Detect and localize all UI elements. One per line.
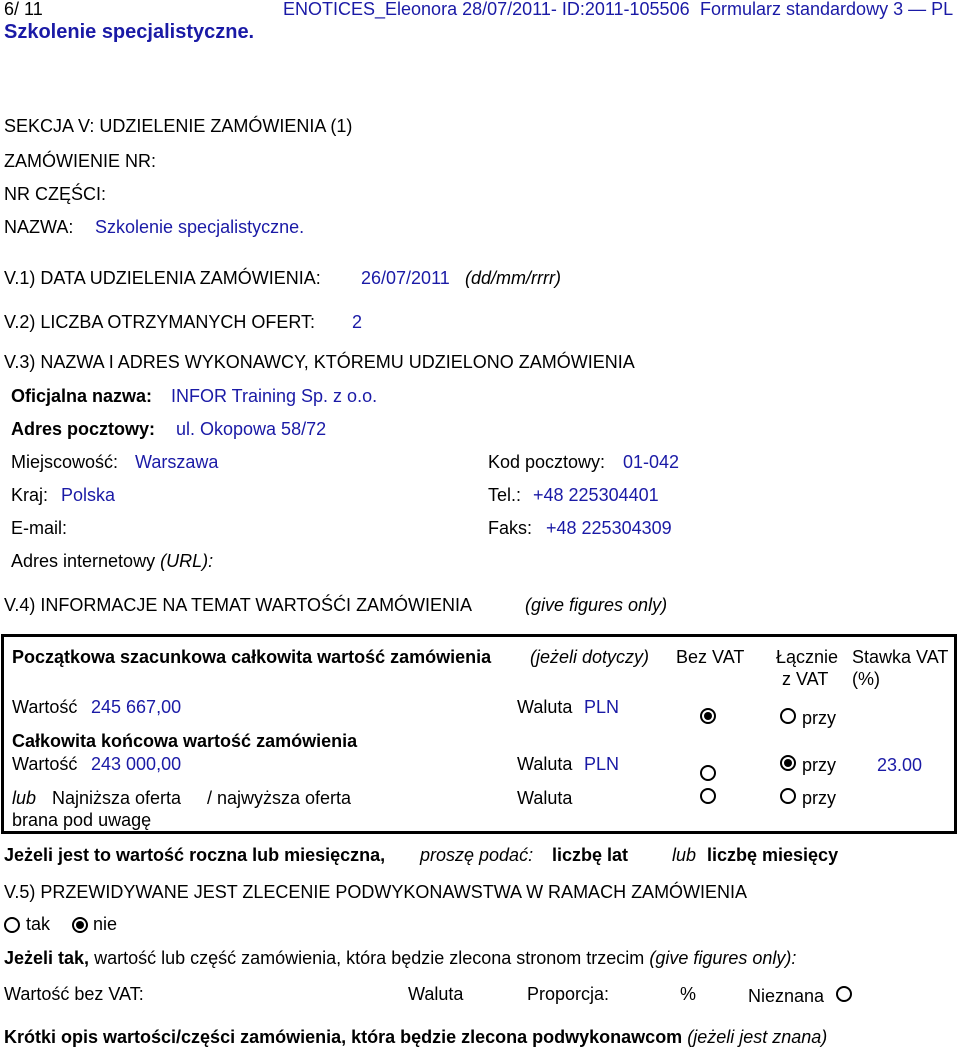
initial-value-label-short: Wartość bbox=[12, 697, 78, 717]
tel: +48 225304401 bbox=[533, 485, 659, 505]
subcontract-no-radio[interactable] bbox=[72, 917, 88, 933]
final-value-label-short: Wartość bbox=[12, 754, 78, 774]
country: Polska bbox=[61, 485, 116, 505]
v3-label: V.3) NAZWA I ADRES WYKONAWCY, KTÓREMU UDZIELONO ZAMÓWIENIA bbox=[4, 352, 635, 372]
v1-label: V.1) DATA UDZIELENIA ZAMÓWIENIA: bbox=[4, 268, 321, 288]
if-yes-line bbox=[4, 948, 796, 969]
offer-incl-vat-radio[interactable] bbox=[780, 788, 796, 804]
if-yes-bold: Jeżeli tak, bbox=[4, 948, 90, 968]
col-incl-vat-1: Łącznie bbox=[776, 647, 839, 667]
subcontract-yes-radio[interactable] bbox=[4, 917, 20, 933]
initial-value-note: (jeżeli dotyczy) bbox=[530, 647, 650, 667]
annual-label: Jeżeli jest to wartość roczna lub miesięczna, bbox=[4, 845, 386, 865]
order-no-label: ZAMÓWIENIE NR: bbox=[4, 151, 156, 171]
page-number: 6/ 11 bbox=[4, 0, 43, 19]
final-value-label: Całkowita końcowa wartość zamówienia bbox=[12, 731, 358, 751]
name-label: NAZWA: bbox=[4, 217, 74, 237]
award-date: 26/07/2011 bbox=[361, 268, 450, 288]
short-desc-note: (jeżeli jest znana) bbox=[687, 1027, 828, 1047]
initial-value-label: Początkowa szacunkowa całkowita wartość zamówienia bbox=[12, 647, 492, 667]
subcontract-no-label: nie bbox=[93, 914, 118, 934]
name-value: Szkolenie specjalistyczne. bbox=[95, 217, 305, 237]
if-yes-note: (give figures only): bbox=[649, 948, 797, 968]
final-currency: PLN bbox=[584, 754, 620, 774]
email-label: E-mail: bbox=[11, 518, 68, 538]
taken-into-account: brana pod uwagę bbox=[12, 810, 152, 830]
final-value: 243 000,00 bbox=[91, 754, 182, 774]
years-label: liczbę lat bbox=[552, 845, 629, 865]
date-format: (dd/mm/rrrr) bbox=[465, 268, 561, 288]
header-subtitle: Szkolenie specjalistyczne. bbox=[4, 21, 255, 43]
unknown-radio[interactable] bbox=[836, 986, 852, 1002]
final-currency-label: Waluta bbox=[517, 754, 573, 774]
v5-label: V.5) PRZEWIDYWANE JEST ZLECENIE PODWYKONAWSTWA W RAMACH ZAMÓWIENIA bbox=[4, 882, 748, 902]
fax-label: Faks: bbox=[488, 518, 533, 538]
url-label-text: Adres internetowy bbox=[11, 551, 156, 571]
v2-label: V.2) LICZBA OTRZYMANYCH OFERT: bbox=[4, 312, 316, 332]
annual-note: proszę podać: bbox=[420, 845, 534, 865]
initial-value: 245 667,00 bbox=[91, 697, 182, 717]
col-no-vat: Bez VAT bbox=[676, 647, 745, 667]
offers-count: 2 bbox=[352, 312, 363, 332]
initial-no-vat-radio[interactable] bbox=[700, 708, 716, 724]
official-name-label: Oficjalna nazwa: bbox=[11, 386, 153, 406]
offer-currency-label: Waluta bbox=[517, 788, 573, 808]
percent-sign: % bbox=[680, 984, 697, 1004]
unknown-label: Nieznana bbox=[748, 986, 825, 1006]
section-title: SEKCJA V: UDZIELENIE ZAMÓWIENIA (1) bbox=[4, 116, 353, 136]
short-desc-line bbox=[4, 1027, 827, 1048]
vat-rate: 23.00 bbox=[877, 755, 923, 775]
initial-currency-label: Waluta bbox=[517, 697, 573, 717]
url-label-suffix: (URL): bbox=[160, 551, 214, 571]
form-type: Formularz standardowy 3 — PL bbox=[700, 0, 954, 19]
short-desc-label: Krótki opis wartości/części zamówienia, która będzie zlecona podwykonawcom bbox=[4, 1027, 683, 1047]
postal-code: 01-042 bbox=[623, 452, 680, 472]
initial-przy: przy bbox=[802, 708, 837, 728]
offer-przy: przy bbox=[802, 788, 837, 808]
highest-offer: / najwyższa oferta bbox=[207, 788, 352, 808]
fax: +48 225304309 bbox=[546, 518, 672, 538]
country-label: Kraj: bbox=[11, 485, 49, 505]
official-name: INFOR Training Sp. z o.o. bbox=[171, 386, 378, 406]
final-incl-vat-radio[interactable] bbox=[780, 755, 796, 771]
proportion-label: Proporcja: bbox=[527, 984, 610, 1004]
offer-no-vat-radio[interactable] bbox=[700, 788, 716, 804]
final-no-vat-radio[interactable] bbox=[700, 765, 716, 781]
postal-label: Kod pocztowy: bbox=[488, 452, 606, 472]
value-no-vat-label: Wartość bez VAT: bbox=[4, 984, 144, 1004]
address-label: Adres pocztowy: bbox=[11, 419, 156, 439]
lub-label: lub bbox=[12, 788, 37, 808]
city-label: Miejscowość: bbox=[11, 452, 119, 472]
col-vat-rate-2: (%) bbox=[852, 669, 880, 689]
subcontract-yes-label: tak bbox=[26, 914, 51, 934]
initial-currency: PLN bbox=[584, 697, 620, 717]
tel-label: Tel.: bbox=[488, 485, 522, 505]
v4-label: V.4) INFORMACJE NA TEMAT WARTOŚĆI ZAMÓWIENIA bbox=[4, 595, 473, 615]
col-incl-vat-2: z VAT bbox=[782, 669, 829, 689]
col-vat-rate-1: Stawka VAT bbox=[852, 647, 949, 667]
initial-incl-vat-radio[interactable] bbox=[780, 708, 796, 724]
address: ul. Okopowa 58/72 bbox=[176, 419, 327, 439]
url-label bbox=[11, 551, 213, 572]
v4-note: (give figures only) bbox=[525, 595, 668, 615]
city: Warszawa bbox=[135, 452, 219, 472]
final-przy: przy bbox=[802, 755, 837, 775]
subcontract-currency-label: Waluta bbox=[408, 984, 464, 1004]
if-yes-text: wartość lub część zamówienia, która będzie zlecona stronom trzecim bbox=[94, 948, 645, 968]
months-label: liczbę miesięcy bbox=[707, 845, 839, 865]
notice-id: ENOTICES_Eleonora 28/07/2011- ID:2011-105506 bbox=[283, 0, 690, 19]
part-no-label: NR CZĘŚCI: bbox=[4, 184, 107, 204]
annual-lub: lub bbox=[672, 845, 697, 865]
lowest-offer: Najniższa oferta bbox=[52, 788, 182, 808]
